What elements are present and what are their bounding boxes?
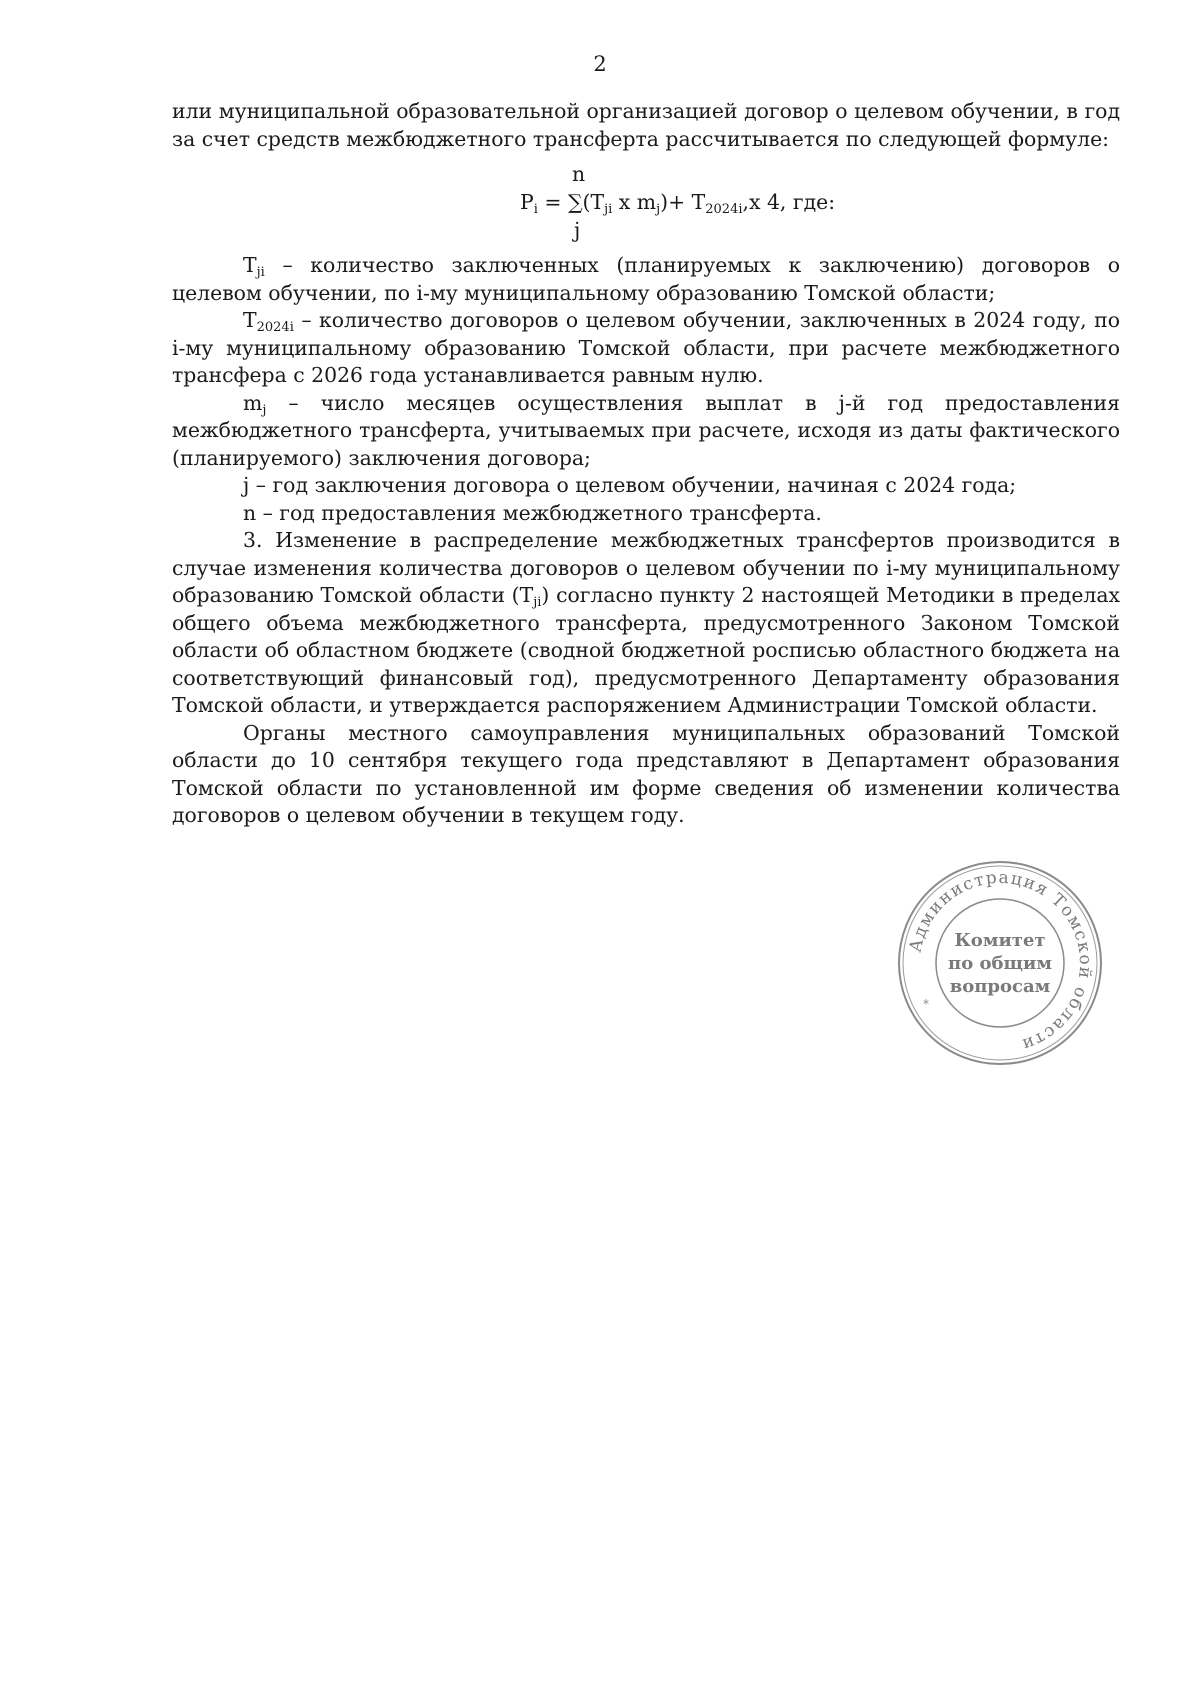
intro-line-2: за счет средств межбюджетного трансферта рассчитывается по следующей формуле: — [172, 126, 1110, 151]
final-paragraph: Органы местного самоуправления муниципальных образований Томской области до 10 сентября текущего года представляют в Департамент образования Томской области по установленной им форме сведения об изменении количества договоров о целевом обучении в текущем году. — [172, 720, 1120, 827]
page-number: 2 — [593, 52, 607, 76]
definition-n: n – год предоставления межбюджетного трансферта. — [243, 500, 822, 525]
body-text — [172, 252, 1120, 830]
formula — [520, 162, 920, 252]
sum-upper-limit: n — [572, 162, 586, 186]
intro-block — [172, 98, 1120, 153]
svg-text:*: * — [923, 997, 929, 1011]
definition-t2024i: $T_{2024i}$ – количество договоров о целевом обучении, заключенных в 2024 году, по i-му муниципальному образованию Томской области, при расчете межбюджетного трансфера с 2026 года устанавливается равным нулю. — [172, 308, 1120, 387]
stamp-ring-text: Администрация Томской области — [905, 867, 1096, 1055]
stamp-line-2: по общим — [948, 953, 1052, 974]
formula-expression: $P_i = \sum(T_{ji}$ x $m_j)+ T_{2024i},x$ 4, где: — [520, 190, 836, 217]
definition-j: j – год заключения договора о целевом обучении, начиная с 2024 года; — [243, 473, 1017, 497]
sum-lower-limit: j — [574, 218, 581, 242]
stamp-seal-icon — [895, 858, 1105, 1068]
definition-tji: $T_{ji}$ – количество заключенных (планируемых к заключению) договоров о целевом обучении, по i-му муниципальному образованию Томской области; — [172, 253, 1120, 305]
item-3-paragraph: 3. Изменение в распределение межбюджетных трансфертов производится в случае изменения количества договоров о целевом обучении по i-му муниципальному образованию Томской области $(T_{ji})$ согласно пункту 2 настоящей Методики в пределах общего объема межбюджетного трансферта, предусмотренного Законом Томской области об областном бюджете (сводной бюджетной росписью областного бюджета на соответствующий финансовый год), предусмотренного Департаменту образования Томской области, и утверждается распоряжением Администрации Томской области. — [172, 528, 1120, 717]
stamp-line-1: Комитет — [954, 930, 1046, 951]
definition-mj: $m_j$ – число месяцев осуществления выплат в j-й год предоставления межбюджетного трансферта, учитываемых при расчете, исходя из даты фактического (планируемого) заключения договора; — [172, 390, 1120, 470]
intro-line-1: или муниципальной образовательной организацией договор о целевом обучении, в год — [172, 99, 1120, 123]
stamp-line-3: вопросам — [949, 976, 1051, 997]
stamp — [895, 858, 1105, 1068]
